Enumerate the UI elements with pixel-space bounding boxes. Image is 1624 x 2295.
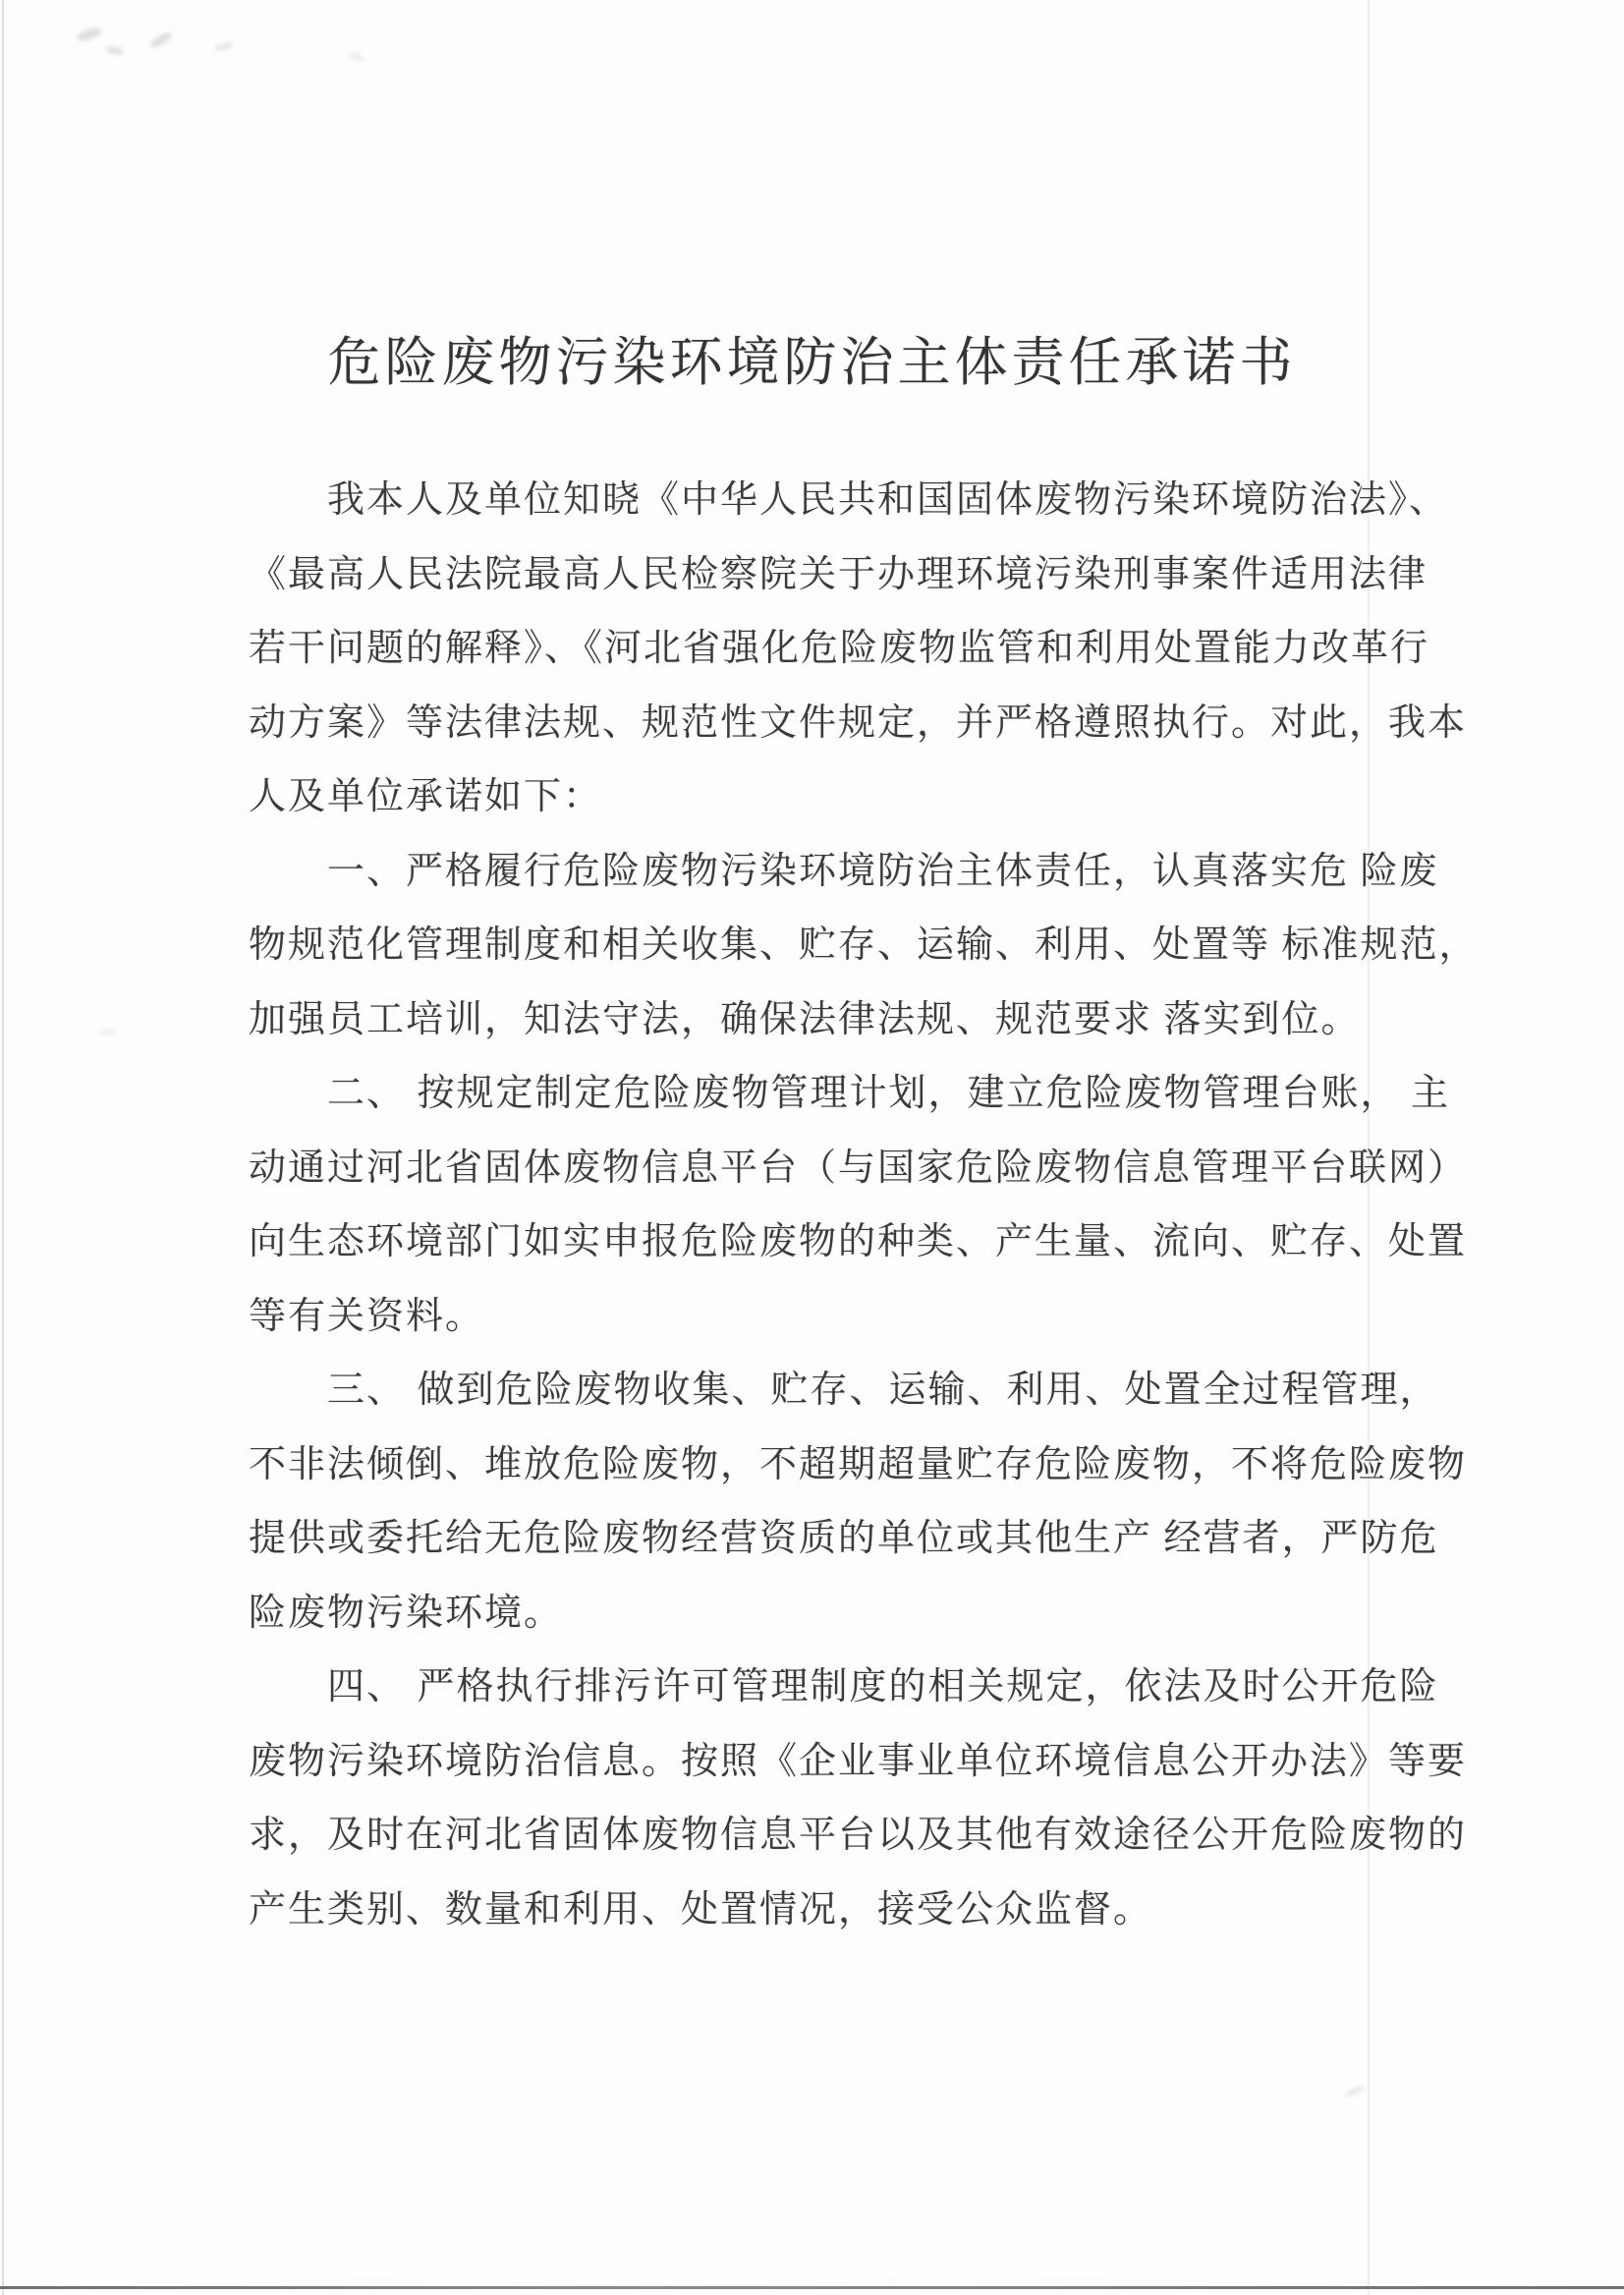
text-line: 三、 做到危险废物收集、贮存、运输、利用、处置全过程管理，	[249, 1370, 1439, 1411]
scan-smudge	[213, 41, 234, 53]
text-line: 一、严格履行危险废物污染环境防治主体责任，认真落实危 险废	[249, 850, 1439, 892]
text-line: 我本人及单位知晓《中华人民共和国固体废物污染环境防治法》、	[249, 479, 1449, 521]
text-line: 动方案》等法律法规、规范性文件规定，并严格遵照执行。对此，我本	[249, 701, 1468, 744]
scan-smudge	[1344, 2085, 1366, 2099]
page-bottom-edge	[0, 2286, 1624, 2289]
scan-smudge	[148, 30, 173, 50]
text-line: 提供或委托给无危险废物经营资质的单位或其他生产 经营者，严防危	[249, 1518, 1439, 1559]
scan-smudge	[348, 51, 364, 62]
text-line: 向生态环境部门如实申报危险废物的种类、产生量、流向、贮存、处置	[249, 1221, 1468, 1262]
text-line: 等有关资料。	[249, 1295, 485, 1337]
text-line: 废物污染环境防治信息。按照《企业事业单位环境信息公开办法》等要	[249, 1740, 1468, 1782]
text-line: 险废物污染环境。	[249, 1592, 564, 1634]
text-line: 物规范化管理制度和相关收集、贮存、运输、利用、处置等 标准规范，	[249, 924, 1479, 966]
text-line: 若干问题的解释》、《河北省强化危险废物监管和利用处置能力改革行	[249, 628, 1430, 669]
text-line: 不非法倾倒、堆放危险废物，不超期超量贮存危险废物，不将危险废物	[249, 1443, 1468, 1485]
scan-smudge	[98, 1029, 117, 1036]
text-line: 二、 按规定制定危险废物管理计划，建立危险废物管理台账， 主	[249, 1073, 1451, 1114]
text-line: 产生类别、数量和利用、处置情况，接受公众监督。	[249, 1888, 1153, 1931]
text-line: 《最高人民法院最高人民检察院关于办理环境污染刑事案件适用法律	[249, 553, 1428, 595]
text-line: 动通过河北省固体废物信息平台（与国家危险废物信息管理平台联网）	[249, 1147, 1468, 1189]
document-title: 危险废物污染环境防治主体责任承诺书	[327, 333, 1297, 392]
scan-smudge	[76, 26, 103, 43]
text-line: 求，及时在河北省固体废物信息平台以及其他有效途径公开危险废物的	[249, 1815, 1468, 1856]
document-body	[249, 464, 1486, 1947]
text-line: 加强员工培训，知法守法，确保法律法规、规范要求 落实到位。	[249, 998, 1361, 1040]
text-line: 四、 严格执行排污许可管理制度的相关规定，依法及时公开危险	[249, 1666, 1439, 1707]
text-line: 人及单位承诺如下：	[249, 776, 603, 817]
scan-smudge	[106, 45, 125, 55]
